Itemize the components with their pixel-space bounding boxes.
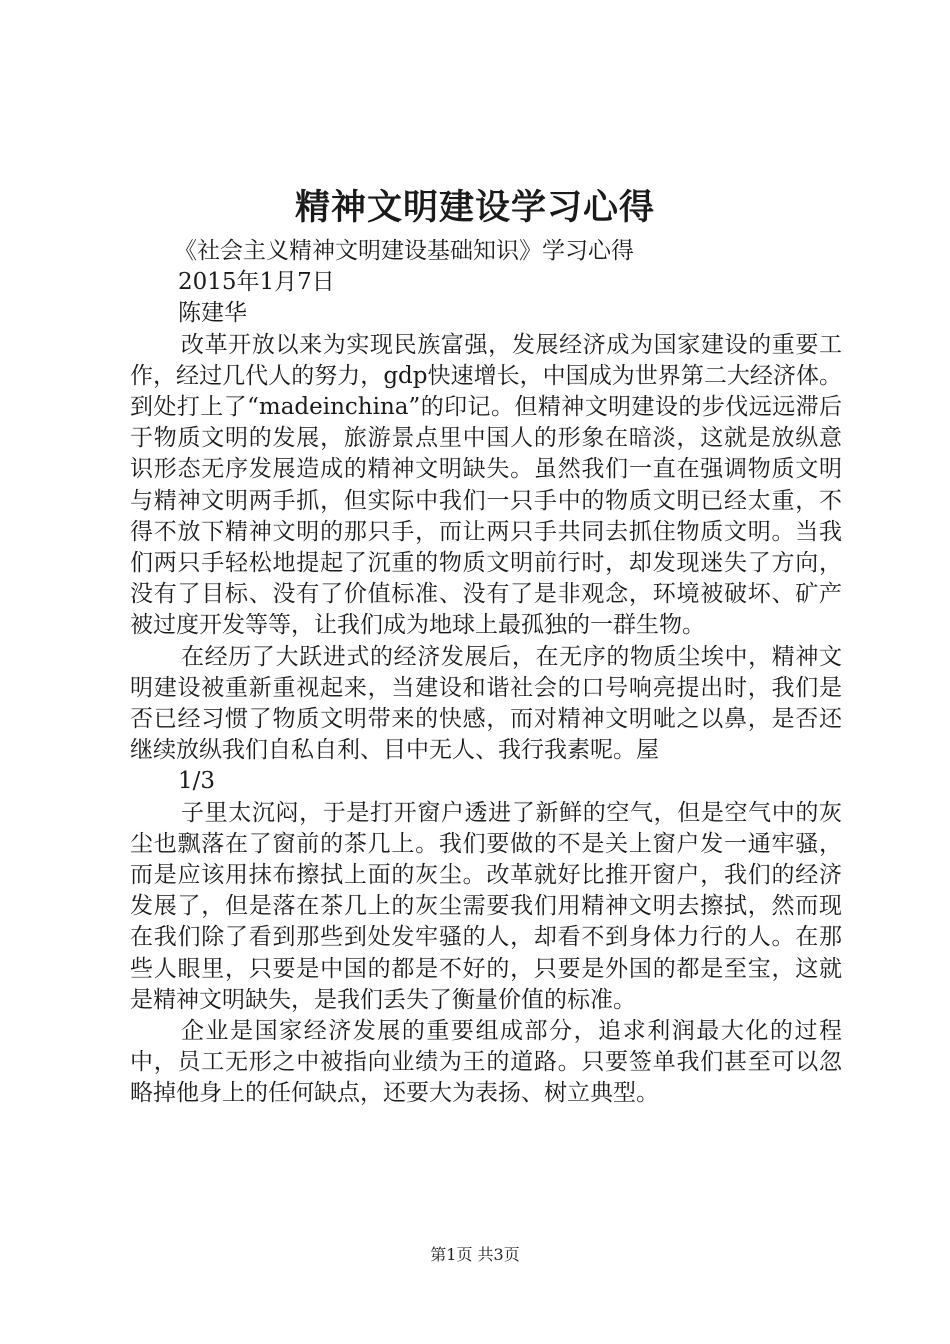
document-author: 陈建华 [178, 300, 247, 327]
document-body [130, 236, 842, 1110]
paragraph-3: 子里太沉闷，于是打开窗户透进了新鲜的空气，但是空气中的灰尘也飘落在了窗前的茶几上。我们要做的不是关上窗户发一通牢骚，而是应该用抹布擦拭上面的灰尘。改革就好比推开窗户，我们的经济发展了，但是落在茶几上的灰尘需要我们用精神文明去擦拭，然而现在我们除了看到那些到处发牢骚的人，却看不到身体力行的人。在那些人眼里，只要是中国的都是不好的，只要是外国的都是至宝，这就是精神文明缺失，是我们丢失了衡量价值的标准。 [130, 799, 842, 1013]
document-subtitle: 《社会主义精神文明建设基础知识》学习心得 [174, 238, 634, 264]
page-marker: 1/3 [178, 768, 216, 795]
document-date: 2015年1月7日 [178, 269, 335, 296]
page-footer: 第1页 共3页 [430, 1245, 520, 1264]
paragraph-4: 企业是国家经济发展的重要组成部分，追求利润最大化的过程中，员工无形之中被指向业绩为王的道路。只要签单我们甚至可以忽略掉他身上的任何缺点，还要大为表扬、树立典型。 [130, 1018, 842, 1107]
paragraph-2: 在经历了大跃进式的经济发展后，在无序的物质尘埃中，精神文明建设被重新重视起来，当建设和谐社会的口号响亮提出时，我们是否已经习惯了物质文明带来的快感，而对精神文明呲之以鼻，是否还继续放纵我们自私自利、目中无人、我行我素呢。屋 [130, 643, 842, 764]
paragraph-1: 改革开放以来为实现民族富强，发展经济成为国家建设的重要工作，经过几代人的努力，gdp快速增长，中国成为世界第二大经济体。到处打上了“madeinchina”的印记。但精神文明建设的步伐远远滞后于物质文明的发展，旅游景点里中国人的形象在暗淡，这就是放纵意识形态无序发展造成的精神文明缺失。虽然我们一直在强调物质文明与精神文明两手抓，但实际中我们一只手中的物质文明已经太重，不得不放下精神文明的那只手，而让两只手共同去抓住物质文明。当我们两只手轻松地提起了沉重的物质文明前行时，却发现迷失了方向，没有了目标、没有了价值标准、没有了是非观念，环境被破坏、矿产被过度开发等等，让我们成为地球上最孤独的一群生物。 [130, 331, 842, 639]
page-title: 精神文明建设学习心得 [294, 187, 655, 228]
